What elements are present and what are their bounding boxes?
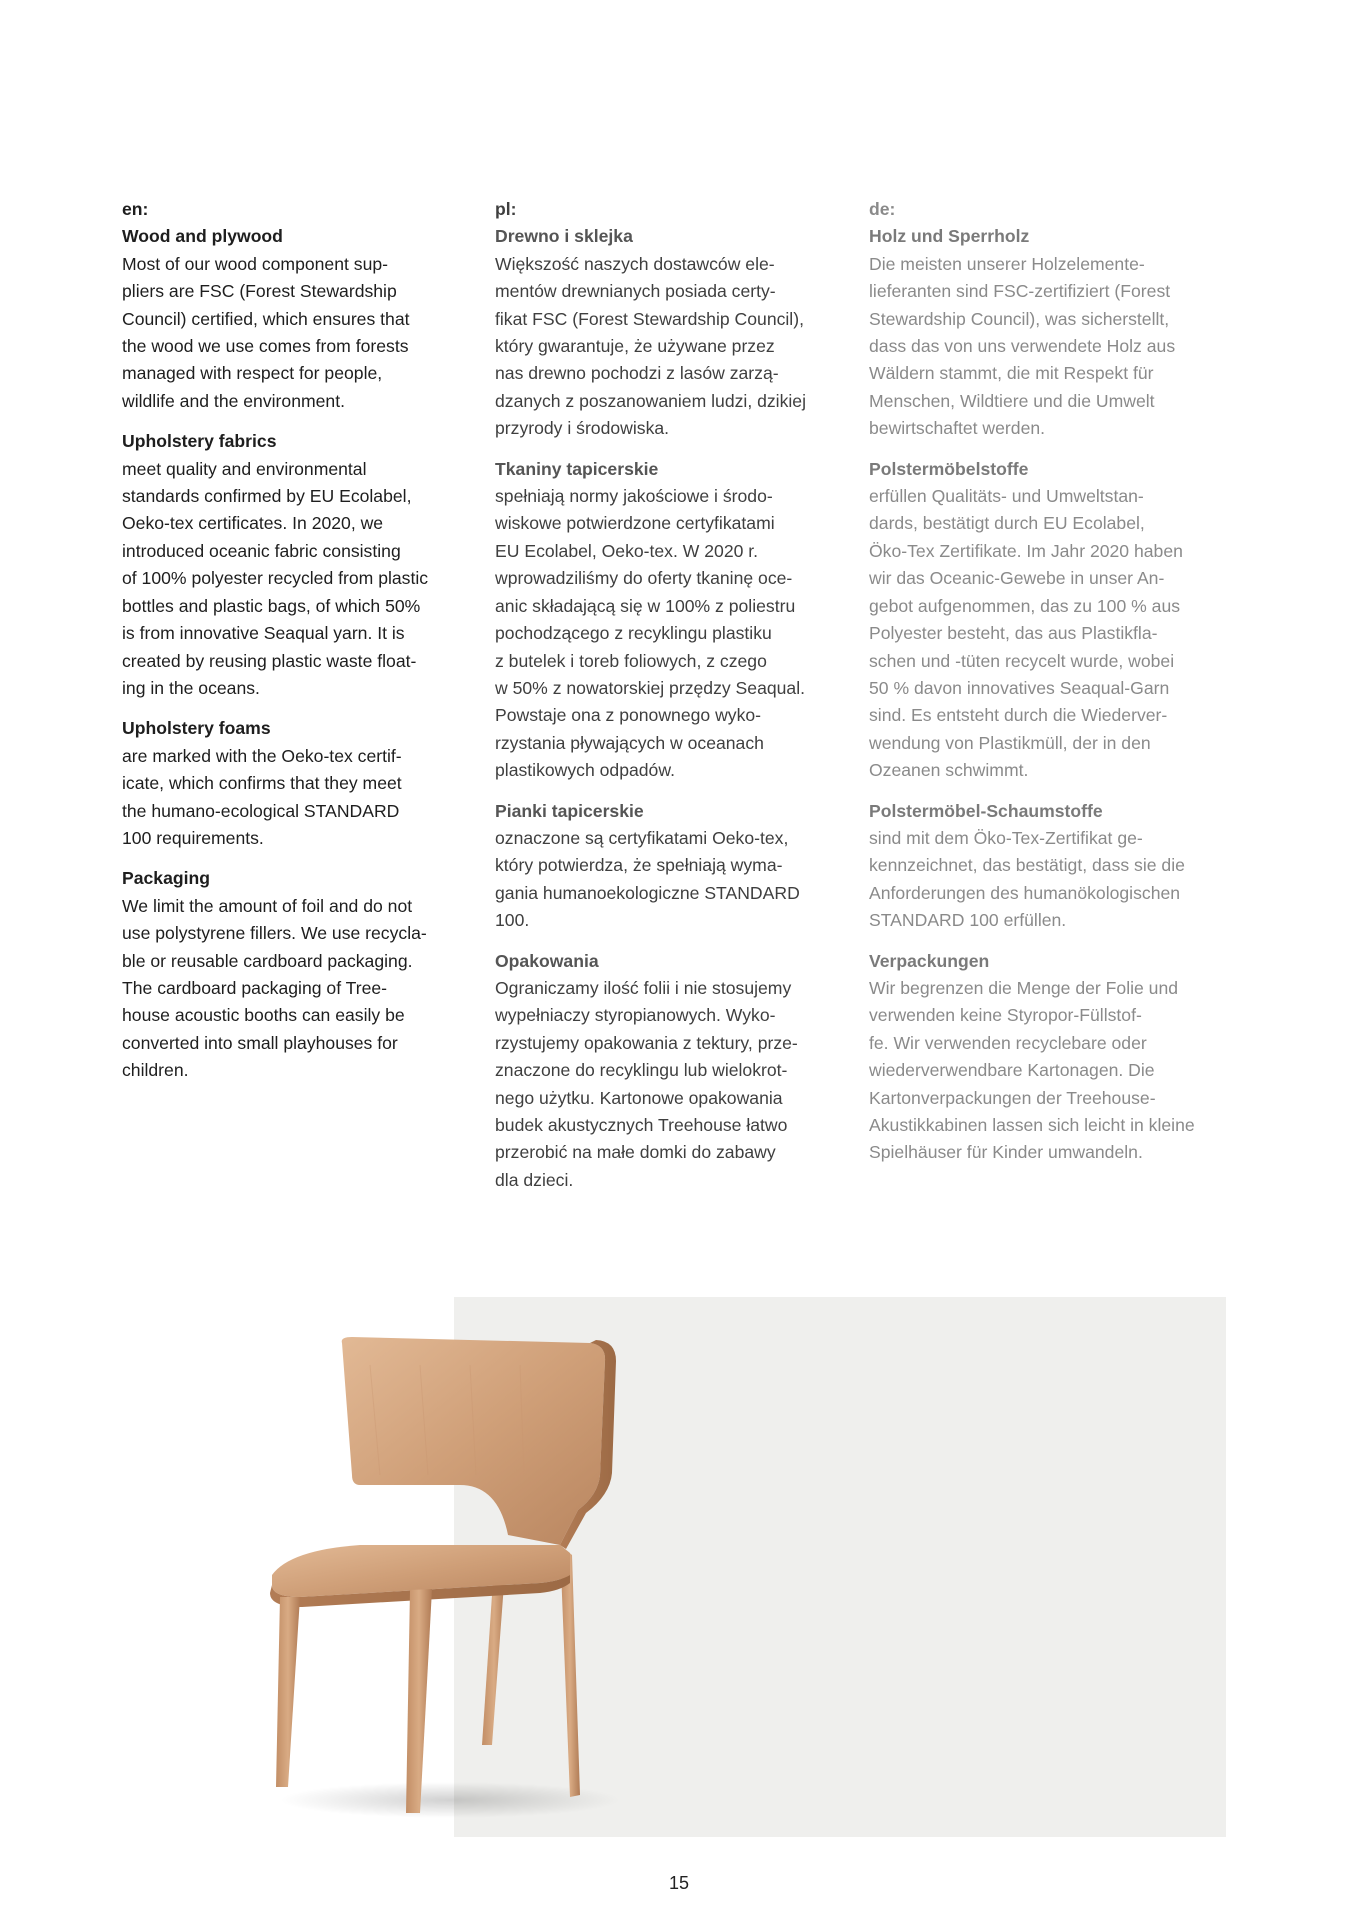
chair-image — [260, 1335, 640, 1825]
section-fabrics — [495, 456, 830, 785]
page-number: 15 — [668, 1873, 690, 1893]
section-title: Holz und Sperrholz — [869, 226, 1030, 247]
section-body: are marked with the Oeko-tex certif- icate, which confirms that they meet the humano-ecological STANDARD 100 requirements. — [122, 745, 402, 848]
section-title: Verpackungen — [869, 950, 990, 971]
section-title: Pianki tapicerskie — [495, 800, 644, 821]
section-packaging — [869, 948, 1204, 1167]
section-title: Upholstery foams — [122, 718, 271, 739]
section-foams — [495, 798, 830, 935]
section-packaging — [495, 948, 830, 1195]
section-fabrics — [122, 428, 457, 702]
section-wood — [495, 223, 830, 442]
section-title: Wood and plywood — [122, 226, 283, 247]
section-body: Ograniczamy ilość folii i nie stosujemy wypełniaczy styropianowych. Wyko- rzystujemy opakowania z tektury, prze- znaczone do recyklingu lub wielokrot- nego użytku. Kartonowe opakowania budek akustycznych Treehouse łatwo przerobić na małe domki do zabawy dla dzieci. — [495, 977, 798, 1190]
section-title: Tkaniny tapicerskie — [495, 458, 659, 479]
language-label-de: de: — [869, 199, 896, 219]
section-body: oznaczone są certyfikatami Oeko-tex, który potwierdza, że spełniają wyma- gania humanoekologiczne STANDARD 100. — [495, 827, 800, 931]
language-label-pl: pl: — [495, 199, 517, 219]
section-title: Drewno i sklejka — [495, 226, 633, 247]
section-title: Packaging — [122, 868, 211, 889]
section-body: meet quality and environmental standards confirmed by EU Ecolabel, Oeko-tex certificates. In 2020, we introduced oceanic fabric consisting of 100% polyester recycled from plastic bottles and plastic bags, of which 50% is from innovative Seaqual yarn. It is created by reusing plastic waste float- ing in the oceans. — [122, 458, 429, 698]
column-de — [869, 196, 1204, 1180]
column-pl — [495, 196, 830, 1207]
section-title: Polstermöbel-Schaumstoffe — [869, 800, 1103, 821]
section-body: erfüllen Qualitäts- und Umweltstan- dards, bestätigt durch EU Ecolabel, Öko-Tex Zertifikate. Im Jahr 2020 haben wir das Oceanic-Gewebe in unser An- gebot aufgenommen, das zu 100 % aus Polyester besteht, das aus Plastikfla- schen und -tüten recycelt wurde, wobei 50 % davon innovatives Seaqual-Garn sind. Es entsteht durch die Wiederver- wendung von Plastikmüll, der in den Ozeanen schwimmt. — [869, 486, 1183, 781]
section-foams — [122, 715, 457, 852]
section-packaging — [122, 865, 457, 1084]
section-wood — [122, 223, 457, 415]
section-title: Upholstery fabrics — [122, 431, 277, 452]
section-foams — [869, 798, 1204, 935]
section-body: spełniają normy jakościowe i środo- wiskowe potwierdzone certyfikatami EU Ecolabel, Oeko-tex. W 2020 r. wprowadziliśmy do oferty tkaninę oce- anic składającą się w 100% z poliestru pochodzącego z recyklingu plastiku z butelek i toreb foliowych, z czego w 50% z nowatorskiej przędzy Seaqual. Powstaje ona z ponownego wyko- rzystania pływających w oceanach plastikowych odpadów. — [495, 486, 806, 781]
section-body: We limit the amount of foil and do not use polystyrene fillers. We use recycla- ble or reusable cardboard packaging. The cardboard packaging of Tree- house acoustic booths can easily be converted into small playhouses for children. — [122, 895, 427, 1081]
section-wood — [869, 223, 1204, 442]
section-body: Większość naszych dostawców ele- mentów drewnianych posiada certy- fikat FSC (Forest Stewardship Council), który gwarantuje, że używane przez nas drewno pochodzi z lasów zarzą- dzanych z poszanowaniem ludzi, dzikiej przyrody i środowiska. — [495, 253, 806, 439]
section-body: Die meisten unserer Holzelemente- lieferanten sind FSC-zertifiziert (Forest Stewardship Council), was sicherstellt, dass das von uns verwendete Holz aus Wäldern stammt, die mit Respekt für Menschen, Wildtiere und die Umwelt bewirtschaftet werden. — [869, 253, 1176, 439]
section-body: Wir begrenzen die Menge der Folie und verwenden keine Styropor-Füllstof- fe. Wir verwenden recyclebare oder wiederverwendbare Kartonagen. Die Kartonverpackungen der Treehouse- Akustikkabinen lassen sich leicht in kleine Spielhäuser für Kinder umwandeln. — [869, 977, 1195, 1163]
section-title: Opakowania — [495, 950, 599, 971]
section-body: Most of our wood component sup- pliers are FSC (Forest Stewardship Council) certified, which ensures that the wood we use comes from forests managed with respect for people, wildlife and the environment. — [122, 253, 410, 411]
section-body: sind mit dem Öko-Tex-Zertifikat ge- kennzeichnet, das bestätigt, dass sie die Anforderungen des humanökologischen STANDARD 100 erfüllen. — [869, 827, 1185, 931]
language-label-en: en: — [122, 199, 149, 219]
section-fabrics — [869, 456, 1204, 785]
column-en — [122, 196, 457, 1098]
section-title: Polstermöbelstoffe — [869, 458, 1029, 479]
